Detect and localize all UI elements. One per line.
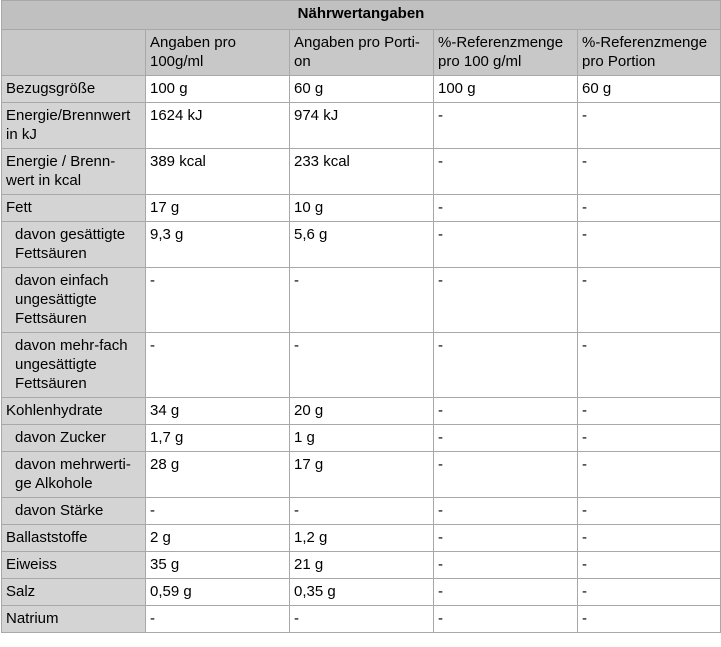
value-per-100g: 389 kcal bbox=[146, 149, 290, 195]
value-ref-per-portion: - bbox=[578, 425, 721, 452]
value-ref-per-portion: - bbox=[578, 606, 721, 633]
table-row bbox=[2, 268, 721, 333]
value-per-100g: 28 g bbox=[146, 452, 290, 498]
value-ref-per-100g: - bbox=[434, 149, 578, 195]
value-per-portion: 233 kcal bbox=[290, 149, 434, 195]
value-per-100g: 2 g bbox=[146, 525, 290, 552]
value-per-portion: - bbox=[290, 333, 434, 398]
table-row bbox=[2, 552, 721, 579]
value-per-portion: 1 g bbox=[290, 425, 434, 452]
value-ref-per-portion: - bbox=[578, 398, 721, 425]
row-label: davon Zucker bbox=[2, 425, 146, 452]
value-per-portion: 20 g bbox=[290, 398, 434, 425]
row-label: davon einfach ungesättigte Fettsäuren bbox=[2, 268, 146, 333]
value-per-portion: - bbox=[290, 606, 434, 633]
table-row bbox=[2, 222, 721, 268]
table-row bbox=[2, 525, 721, 552]
value-ref-per-100g: - bbox=[434, 425, 578, 452]
value-ref-per-portion: - bbox=[578, 195, 721, 222]
row-label: Salz bbox=[2, 579, 146, 606]
table-title-row bbox=[2, 1, 721, 30]
column-header-ref-per-100g: %-Referenzmenge pro 100 g/ml bbox=[434, 30, 578, 76]
row-label: davon Stärke bbox=[2, 498, 146, 525]
value-ref-per-100g: - bbox=[434, 579, 578, 606]
value-ref-per-portion: - bbox=[578, 333, 721, 398]
column-header-ref-per-portion: %-Referenzmenge pro Portion bbox=[578, 30, 721, 76]
value-ref-per-portion: - bbox=[578, 268, 721, 333]
value-per-100g: - bbox=[146, 606, 290, 633]
column-header-row bbox=[2, 30, 721, 76]
value-ref-per-100g: - bbox=[434, 222, 578, 268]
row-label: Kohlenhydrate bbox=[2, 398, 146, 425]
value-per-portion: 5,6 g bbox=[290, 222, 434, 268]
value-ref-per-100g: - bbox=[434, 498, 578, 525]
value-per-100g: 1624 kJ bbox=[146, 103, 290, 149]
value-per-portion: 974 kJ bbox=[290, 103, 434, 149]
value-per-portion: 1,2 g bbox=[290, 525, 434, 552]
value-ref-per-100g: - bbox=[434, 333, 578, 398]
value-per-portion: - bbox=[290, 268, 434, 333]
value-ref-per-portion: - bbox=[578, 525, 721, 552]
row-label: Eiweiss bbox=[2, 552, 146, 579]
value-ref-per-100g: - bbox=[434, 525, 578, 552]
value-ref-per-portion: - bbox=[578, 579, 721, 606]
table-row bbox=[2, 149, 721, 195]
nutrition-table bbox=[1, 0, 721, 633]
table-row bbox=[2, 333, 721, 398]
table-title: Nährwertangaben bbox=[2, 1, 721, 30]
value-per-portion: 17 g bbox=[290, 452, 434, 498]
value-per-100g: 0,59 g bbox=[146, 579, 290, 606]
column-header-per-portion: Angaben pro Porti-on bbox=[290, 30, 434, 76]
table-row bbox=[2, 398, 721, 425]
value-ref-per-portion: - bbox=[578, 498, 721, 525]
value-per-portion: 60 g bbox=[290, 76, 434, 103]
row-label: Bezugsgröße bbox=[2, 76, 146, 103]
value-per-100g: 100 g bbox=[146, 76, 290, 103]
value-per-portion: 21 g bbox=[290, 552, 434, 579]
row-label: Energie / Brenn-wert in kcal bbox=[2, 149, 146, 195]
row-label: davon mehr-fach ungesättigte Fettsäuren bbox=[2, 333, 146, 398]
column-header-per-100g: Angaben pro 100g/ml bbox=[146, 30, 290, 76]
value-per-portion: - bbox=[290, 498, 434, 525]
value-ref-per-100g: - bbox=[434, 452, 578, 498]
value-ref-per-portion: - bbox=[578, 149, 721, 195]
value-ref-per-100g: - bbox=[434, 268, 578, 333]
row-label: Energie/Brennwert in kJ bbox=[2, 103, 146, 149]
value-per-100g: 9,3 g bbox=[146, 222, 290, 268]
table-row bbox=[2, 425, 721, 452]
table-row bbox=[2, 195, 721, 222]
row-label: davon gesättigte Fettsäuren bbox=[2, 222, 146, 268]
value-ref-per-100g: 100 g bbox=[434, 76, 578, 103]
value-ref-per-100g: - bbox=[434, 606, 578, 633]
value-per-100g: 34 g bbox=[146, 398, 290, 425]
value-ref-per-portion: 60 g bbox=[578, 76, 721, 103]
column-header-empty bbox=[2, 30, 146, 76]
value-per-100g: 17 g bbox=[146, 195, 290, 222]
value-ref-per-portion: - bbox=[578, 103, 721, 149]
table-row bbox=[2, 76, 721, 103]
row-label: Ballaststoffe bbox=[2, 525, 146, 552]
value-per-100g: 1,7 g bbox=[146, 425, 290, 452]
value-ref-per-100g: - bbox=[434, 195, 578, 222]
row-label: Natrium bbox=[2, 606, 146, 633]
value-per-portion: 10 g bbox=[290, 195, 434, 222]
table-row bbox=[2, 606, 721, 633]
value-per-portion: 0,35 g bbox=[290, 579, 434, 606]
row-label: davon mehrwerti-ge Alkohole bbox=[2, 452, 146, 498]
table-row bbox=[2, 498, 721, 525]
value-per-100g: - bbox=[146, 268, 290, 333]
value-per-100g: - bbox=[146, 498, 290, 525]
value-per-100g: - bbox=[146, 333, 290, 398]
table-body bbox=[2, 76, 721, 633]
row-label: Fett bbox=[2, 195, 146, 222]
table-row bbox=[2, 103, 721, 149]
value-ref-per-portion: - bbox=[578, 222, 721, 268]
table-row bbox=[2, 452, 721, 498]
value-ref-per-100g: - bbox=[434, 103, 578, 149]
table-row bbox=[2, 579, 721, 606]
value-per-100g: 35 g bbox=[146, 552, 290, 579]
value-ref-per-100g: - bbox=[434, 552, 578, 579]
value-ref-per-portion: - bbox=[578, 552, 721, 579]
value-ref-per-100g: - bbox=[434, 398, 578, 425]
value-ref-per-portion: - bbox=[578, 452, 721, 498]
